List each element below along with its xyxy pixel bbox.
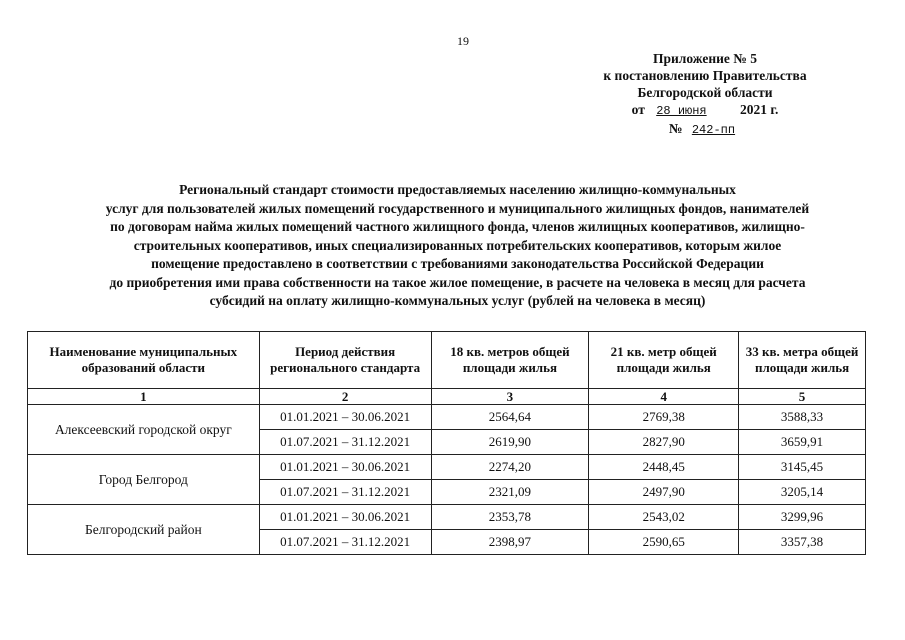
appendix-title: Приложение № 5 <box>653 51 757 66</box>
appendix-resolution-line: к постановлению Правительства <box>603 68 807 83</box>
column-number-row <box>28 389 866 405</box>
title-line: субсидий на оплату жилищно-коммунальных услуг (рублей на человека в месяц) <box>209 293 706 308</box>
period-cell: 01.01.2021 – 30.06.2021 <box>259 405 431 430</box>
header-period: Период действия регионального стандарта <box>259 332 431 389</box>
appendix-region-line: Белгородской области <box>637 85 773 100</box>
value-18sqm: 2274,20 <box>431 455 589 480</box>
column-number: 4 <box>589 389 739 405</box>
column-number: 5 <box>739 389 866 405</box>
column-number: 3 <box>431 389 589 405</box>
value-18sqm: 2564,64 <box>431 405 589 430</box>
value-33sqm: 3659,91 <box>739 430 866 455</box>
title-line: помещение предоставлено в соответствии с требованиями законодательства Российской Федерации <box>151 256 764 271</box>
value-21sqm: 2448,45 <box>589 455 739 480</box>
period-cell: 01.01.2021 – 30.06.2021 <box>259 505 431 530</box>
date-day: 28 июня <box>656 104 707 118</box>
table-row <box>28 455 866 480</box>
table-row <box>28 405 866 430</box>
date-prefix: от <box>631 102 645 117</box>
value-18sqm: 2321,09 <box>431 480 589 505</box>
title-line: услуг для пользователей жилых помещений государственного и муниципального жилищных фондов, нанимателей <box>105 200 810 216</box>
table-row <box>28 505 866 530</box>
tariff-table <box>27 331 866 555</box>
period-cell: 01.01.2021 – 30.06.2021 <box>259 455 431 480</box>
document-title <box>40 181 875 311</box>
header-municipality: Наименование муниципальных образований области <box>28 332 260 389</box>
value-33sqm: 3145,45 <box>739 455 866 480</box>
value-21sqm: 2543,02 <box>589 505 739 530</box>
value-21sqm: 2769,38 <box>589 405 739 430</box>
title-line: по договорам найма жилых помещений частного жилищного фонда, членов жилищных кооперативов, жилищно- <box>110 219 805 234</box>
header-21sqm: 21 кв. метр общей площади жилья <box>589 332 739 389</box>
value-18sqm: 2398,97 <box>431 530 589 555</box>
period-cell: 01.07.2021 – 31.12.2021 <box>259 430 431 455</box>
number-prefix: № <box>668 121 683 136</box>
title-line: строительных кооперативов, иных специализированных потребительских кооперативов, которым жилое <box>133 237 782 253</box>
table-header-row <box>28 332 866 389</box>
value-21sqm: 2827,90 <box>589 430 739 455</box>
resolution-number: 242-пп <box>691 123 736 137</box>
column-number: 1 <box>28 389 260 405</box>
date-year: 2021 г. <box>740 102 779 117</box>
period-cell: 01.07.2021 – 31.12.2021 <box>259 530 431 555</box>
value-21sqm: 2497,90 <box>589 480 739 505</box>
value-21sqm: 2590,65 <box>589 530 739 555</box>
value-33sqm: 3357,38 <box>739 530 866 555</box>
municipality-name: Белгородский район <box>28 505 260 555</box>
page-number: 19 <box>457 34 469 48</box>
value-18sqm: 2353,78 <box>431 505 589 530</box>
value-33sqm: 3588,33 <box>739 405 866 430</box>
appendix-date-line <box>575 101 835 120</box>
title-line: Региональный стандарт стоимости предоставляемых населению жилищно-коммунальных <box>179 182 736 197</box>
title-line: до приобретения ими права собственности на такое жилое помещение, в расчете на человека в месяц для расчета <box>109 274 806 290</box>
header-33sqm: 33 кв. метра общей площади жилья <box>739 332 866 389</box>
value-18sqm: 2619,90 <box>431 430 589 455</box>
appendix-header <box>575 50 835 139</box>
municipality-name: Алексеевский городской округ <box>28 405 260 455</box>
column-number: 2 <box>259 389 431 405</box>
municipality-name: Город Белгород <box>28 455 260 505</box>
value-33sqm: 3205,14 <box>739 480 866 505</box>
period-cell: 01.07.2021 – 31.12.2021 <box>259 480 431 505</box>
value-33sqm: 3299,96 <box>739 505 866 530</box>
header-18sqm: 18 кв. метров общей площади жилья <box>431 332 589 389</box>
appendix-number-line <box>575 120 835 139</box>
